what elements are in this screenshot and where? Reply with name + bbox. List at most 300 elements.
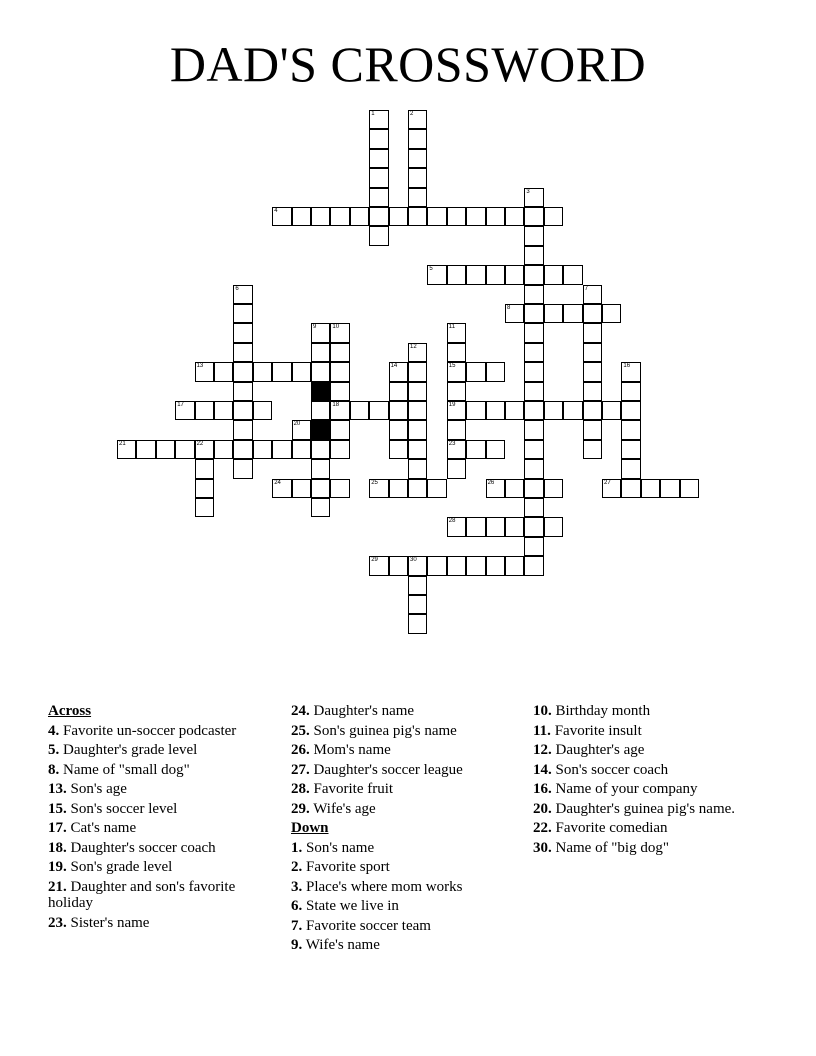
clue-text: Birthday month <box>555 703 651 719</box>
clue-item <box>533 723 763 740</box>
grid-cell[interactable] <box>175 401 194 420</box>
cell-number: 5 <box>429 266 433 273</box>
grid-cell[interactable] <box>583 401 602 420</box>
clue-text: Daughter's guinea pig's name. <box>555 800 736 817</box>
grid-cell[interactable] <box>524 498 543 517</box>
grid-cell[interactable] <box>544 207 563 226</box>
grid-cell[interactable] <box>621 382 640 401</box>
grid-cell[interactable] <box>505 517 524 536</box>
clue-item <box>48 859 273 876</box>
grid-cell[interactable] <box>408 440 427 459</box>
black-square <box>311 382 330 401</box>
grid-cell[interactable] <box>408 420 427 439</box>
grid-cell[interactable] <box>447 517 466 536</box>
grid-cell[interactable] <box>544 401 563 420</box>
grid-cell[interactable] <box>408 129 427 148</box>
clue-item <box>291 918 516 935</box>
grid-cell[interactable] <box>583 304 602 323</box>
grid-cell[interactable] <box>350 207 369 226</box>
clue-item <box>291 781 516 798</box>
clue-number: 7. <box>291 917 303 934</box>
grid-cell[interactable] <box>524 556 543 575</box>
clue-number: 4. <box>48 722 60 739</box>
clue-text: Daughter's grade level <box>63 742 198 758</box>
grid-cell[interactable] <box>621 362 640 381</box>
grid-cell[interactable] <box>524 343 543 362</box>
clue-number: 29. <box>291 800 310 817</box>
grid-cell[interactable] <box>369 207 388 226</box>
grid-cell[interactable] <box>427 556 446 575</box>
grid-cell[interactable] <box>583 362 602 381</box>
grid-cell[interactable] <box>369 149 388 168</box>
grid-cell[interactable] <box>330 440 349 459</box>
cell-number: 12 <box>410 343 417 350</box>
clue-item <box>533 840 763 857</box>
grid-cell[interactable] <box>466 362 485 381</box>
grid-cell[interactable] <box>524 420 543 439</box>
grid-cell[interactable] <box>369 168 388 187</box>
grid-cell[interactable] <box>253 440 272 459</box>
grid-cell[interactable] <box>621 420 640 439</box>
grid-cell[interactable] <box>524 246 543 265</box>
clue-text: Name of "big dog" <box>555 839 669 856</box>
grid-cell[interactable] <box>272 207 291 226</box>
clue-number: 12. <box>533 742 552 758</box>
grid-cell[interactable] <box>156 440 175 459</box>
grid-cell[interactable] <box>330 362 349 381</box>
grid-cell[interactable] <box>466 265 485 284</box>
clue-item <box>291 703 516 720</box>
clue-item <box>48 781 273 798</box>
clue-item <box>48 915 273 932</box>
grid-cell[interactable] <box>214 362 233 381</box>
grid-cell[interactable] <box>408 188 427 207</box>
cell-number: 11 <box>448 324 456 331</box>
clue-number: 22. <box>533 820 552 836</box>
cell-number: 21 <box>119 440 126 447</box>
grid-cell[interactable] <box>544 304 563 323</box>
grid-cell[interactable] <box>447 343 466 362</box>
clue-text: Name of "small dog" <box>63 761 190 778</box>
clue-text: Sister's name <box>70 914 150 931</box>
clue-number: 6. <box>291 898 303 914</box>
clue-number: 17. <box>48 820 67 836</box>
clue-item <box>291 762 516 779</box>
clue-text: Daughter's soccer league <box>313 761 463 778</box>
clue-text: Wife's name <box>305 937 380 953</box>
grid-cell[interactable] <box>195 362 214 381</box>
grid-cell[interactable] <box>272 362 291 381</box>
grid-cell[interactable] <box>447 265 466 284</box>
grid-cell[interactable] <box>408 207 427 226</box>
clue-column-3 <box>533 703 763 859</box>
clue-number: 25. <box>291 722 310 739</box>
grid-cell[interactable] <box>195 459 214 478</box>
grid-cell[interactable] <box>233 420 252 439</box>
grid-cell[interactable] <box>408 479 427 498</box>
grid-cell[interactable] <box>486 556 505 575</box>
grid-cell[interactable] <box>408 168 427 187</box>
grid-cell[interactable] <box>330 479 349 498</box>
clue-text: Son's age <box>70 781 127 797</box>
grid-cell[interactable] <box>350 401 369 420</box>
grid-cell[interactable] <box>524 226 543 245</box>
grid-cell[interactable] <box>544 265 563 284</box>
clue-text: Favorite un-soccer podcaster <box>63 722 237 739</box>
grid-cell[interactable] <box>524 323 543 342</box>
clue-text: Son's grade level <box>70 859 173 875</box>
grid-cell[interactable] <box>330 207 349 226</box>
grid-cell[interactable] <box>505 207 524 226</box>
grid-cell[interactable] <box>408 595 427 614</box>
grid-cell[interactable] <box>311 479 330 498</box>
grid-cell[interactable] <box>524 401 543 420</box>
grid-cell[interactable] <box>253 401 272 420</box>
clue-item <box>291 898 516 915</box>
grid-cell[interactable] <box>544 479 563 498</box>
grid-cell[interactable] <box>602 401 621 420</box>
clue-number: 11. <box>533 722 551 739</box>
clue-text: Son's soccer coach <box>555 761 669 778</box>
grid-cell[interactable] <box>486 362 505 381</box>
grid-cell[interactable] <box>524 265 543 284</box>
grid-cell[interactable] <box>447 362 466 381</box>
grid-cell[interactable] <box>233 440 252 459</box>
grid-cell[interactable] <box>311 459 330 478</box>
grid-cell[interactable] <box>563 401 582 420</box>
grid-cell[interactable] <box>466 207 485 226</box>
grid-cell[interactable] <box>408 343 427 362</box>
grid-cell[interactable] <box>505 304 524 323</box>
cell-number: 22 <box>196 440 204 447</box>
grid-cell[interactable] <box>524 459 543 478</box>
cell-number: 20 <box>293 421 301 428</box>
grid-cell[interactable] <box>292 420 311 439</box>
grid-cell[interactable] <box>330 382 349 401</box>
grid-cell[interactable] <box>583 440 602 459</box>
grid-cell[interactable] <box>524 382 543 401</box>
grid-cell[interactable] <box>389 401 408 420</box>
grid-cell[interactable] <box>524 479 543 498</box>
clue-item <box>533 703 763 720</box>
grid-cell[interactable] <box>389 207 408 226</box>
grid-cell[interactable] <box>466 556 485 575</box>
clue-item <box>533 801 763 818</box>
grid-cell[interactable] <box>486 517 505 536</box>
clue-item <box>48 742 273 759</box>
grid-cell[interactable] <box>524 362 543 381</box>
grid-cell[interactable] <box>408 556 427 575</box>
grid-cell[interactable] <box>486 265 505 284</box>
grid-cell[interactable] <box>602 479 621 498</box>
clue-text: Favorite fruit <box>313 781 394 797</box>
clue-item <box>48 820 273 837</box>
cell-number: 30 <box>410 557 417 564</box>
clue-item <box>291 859 516 876</box>
clue-item <box>48 723 273 740</box>
grid-cell[interactable] <box>680 479 699 498</box>
clue-text: Son's guinea pig's name <box>313 722 457 739</box>
grid-cell[interactable] <box>369 479 388 498</box>
clue-number: 3. <box>291 878 303 895</box>
clue-number: 15. <box>48 800 67 817</box>
grid-cell[interactable] <box>486 479 505 498</box>
grid-cell[interactable] <box>544 517 563 536</box>
clue-text: Favorite insult <box>554 722 642 739</box>
cell-number: 8 <box>507 305 511 311</box>
cell-number: 28 <box>448 518 456 525</box>
clue-number: 14. <box>533 761 552 778</box>
clue-number: 8. <box>48 761 60 778</box>
clue-number: 27. <box>291 761 310 778</box>
cell-number: 4 <box>274 208 278 214</box>
grid-cell[interactable] <box>583 285 602 304</box>
grid-cell[interactable] <box>583 323 602 342</box>
grid-cell[interactable] <box>311 323 330 342</box>
grid-cell[interactable] <box>369 110 388 129</box>
cell-number: 26 <box>487 479 495 486</box>
grid-cell[interactable] <box>369 401 388 420</box>
clue-item <box>48 879 273 912</box>
grid-cell[interactable] <box>195 440 214 459</box>
grid-cell[interactable] <box>505 401 524 420</box>
grid-cell[interactable] <box>486 440 505 459</box>
across-heading: Across <box>48 703 92 719</box>
clue-item <box>48 762 273 779</box>
cell-number: 2 <box>410 111 414 117</box>
cell-number: 17 <box>177 402 184 408</box>
grid-cell[interactable] <box>330 420 349 439</box>
grid-cell[interactable] <box>272 479 291 498</box>
clue-item <box>533 820 763 837</box>
grid-cell[interactable] <box>330 343 349 362</box>
grid-cell[interactable] <box>311 401 330 420</box>
grid-cell[interactable] <box>524 517 543 536</box>
clue-number: 20. <box>533 800 552 817</box>
clue-number: 1. <box>291 839 303 856</box>
clue-text: Name of your company <box>555 781 698 797</box>
grid-cell[interactable] <box>447 382 466 401</box>
grid-cell[interactable] <box>408 149 427 168</box>
clue-item <box>291 840 516 857</box>
grid-cell[interactable] <box>369 188 388 207</box>
grid-cell[interactable] <box>660 479 679 498</box>
cell-number: 27 <box>604 479 611 486</box>
clue-number: 18. <box>48 839 67 856</box>
grid-cell[interactable] <box>272 440 291 459</box>
down-heading: Down <box>291 820 329 836</box>
clue-text: Favorite comedian <box>555 820 668 836</box>
grid-cell[interactable] <box>641 479 660 498</box>
grid-cell[interactable] <box>427 207 446 226</box>
grid-cell[interactable] <box>330 323 349 342</box>
grid-cell[interactable] <box>466 401 485 420</box>
grid-cell[interactable] <box>621 440 640 459</box>
clue-item <box>48 840 273 857</box>
clue-item <box>533 781 763 798</box>
grid-cell[interactable] <box>136 440 155 459</box>
clue-item <box>291 937 516 954</box>
cell-number: 9 <box>313 324 317 331</box>
grid-cell[interactable] <box>369 129 388 148</box>
grid-cell[interactable] <box>524 207 543 226</box>
grid-cell[interactable] <box>447 420 466 439</box>
grid-cell[interactable] <box>408 401 427 420</box>
clue-text: Favorite soccer team <box>306 917 431 934</box>
grid-cell[interactable] <box>408 382 427 401</box>
grid-cell[interactable] <box>292 362 311 381</box>
grid-cell[interactable] <box>466 517 485 536</box>
clue-number: 19. <box>48 859 67 875</box>
grid-cell[interactable] <box>389 382 408 401</box>
grid-cell[interactable] <box>524 304 543 323</box>
grid-cell[interactable] <box>524 285 543 304</box>
grid-cell[interactable] <box>292 479 311 498</box>
grid-cell[interactable] <box>369 556 388 575</box>
cell-number: 24 <box>274 479 281 486</box>
clue-number: 5. <box>48 742 60 758</box>
clue-column-1 <box>48 703 273 934</box>
clue-text: Son's soccer level <box>70 800 178 817</box>
grid-cell[interactable] <box>369 226 388 245</box>
grid-cell[interactable] <box>389 556 408 575</box>
grid-cell[interactable] <box>311 498 330 517</box>
cell-number: 18 <box>332 402 340 408</box>
grid-cell[interactable] <box>524 188 543 207</box>
grid-cell[interactable] <box>214 440 233 459</box>
grid-cell[interactable] <box>330 401 349 420</box>
cell-number: 13 <box>196 363 204 370</box>
grid-cell[interactable] <box>486 207 505 226</box>
grid-cell[interactable] <box>408 110 427 129</box>
clue-text: Place's where mom works <box>306 878 463 895</box>
grid-cell[interactable] <box>175 440 194 459</box>
grid-cell[interactable] <box>602 304 621 323</box>
grid-cell[interactable] <box>427 265 446 284</box>
grid-cell[interactable] <box>408 614 427 633</box>
clue-number: 10. <box>533 703 552 719</box>
grid-cell[interactable] <box>563 265 582 284</box>
clue-text: Son's name <box>306 839 375 856</box>
clue-text: State we live in <box>306 898 399 914</box>
clue-number: 30. <box>533 839 552 856</box>
grid-cell[interactable] <box>505 265 524 284</box>
grid-cell[interactable] <box>583 382 602 401</box>
grid-cell[interactable] <box>447 207 466 226</box>
grid-cell[interactable] <box>447 440 466 459</box>
grid-cell[interactable] <box>311 343 330 362</box>
cell-number: 10 <box>332 324 340 331</box>
clue-item <box>533 762 763 779</box>
cell-number: 6 <box>235 285 239 292</box>
grid-cell[interactable] <box>486 401 505 420</box>
cell-number: 25 <box>371 479 378 486</box>
puzzle-title: DAD'S CROSSWORD <box>169 36 647 92</box>
clue-number: 2. <box>291 859 303 875</box>
grid-cell[interactable] <box>408 362 427 381</box>
clue-number: 28. <box>291 781 310 797</box>
clue-item <box>48 801 273 818</box>
cell-number: 15 <box>448 363 456 370</box>
clue-number: 9. <box>291 937 303 953</box>
grid-cell[interactable] <box>389 440 408 459</box>
grid-cell[interactable] <box>505 556 524 575</box>
grid-cell[interactable] <box>583 420 602 439</box>
grid-cell[interactable] <box>292 207 311 226</box>
clue-number: 13. <box>48 781 67 797</box>
grid-cell[interactable] <box>233 362 252 381</box>
clue-text: Favorite sport <box>306 859 390 875</box>
grid-cell[interactable] <box>621 401 640 420</box>
clue-column-2 <box>291 703 516 957</box>
grid-cell[interactable] <box>233 285 252 304</box>
grid-cell[interactable] <box>447 459 466 478</box>
grid-cell[interactable] <box>621 479 640 498</box>
grid-cell[interactable] <box>311 207 330 226</box>
grid-cell[interactable] <box>195 479 214 498</box>
black-square <box>311 420 330 439</box>
clue-text: Daughter's name <box>313 703 415 719</box>
clue-item <box>291 801 516 818</box>
grid-cell[interactable] <box>292 440 311 459</box>
clue-item <box>533 742 763 759</box>
clue-item <box>291 879 516 896</box>
grid-cell[interactable] <box>214 401 233 420</box>
cell-number: 14 <box>390 363 398 370</box>
clue-number: 23. <box>48 914 67 931</box>
grid-cell[interactable] <box>524 537 543 556</box>
cell-number: 3 <box>526 188 530 195</box>
grid-cell[interactable] <box>447 401 466 420</box>
grid-cell[interactable] <box>524 440 543 459</box>
grid-cell[interactable] <box>311 440 330 459</box>
grid-cell[interactable] <box>427 479 446 498</box>
grid-cell[interactable] <box>117 440 136 459</box>
grid-cell[interactable] <box>233 323 252 342</box>
grid-cell[interactable] <box>389 420 408 439</box>
grid-cell[interactable] <box>621 459 640 478</box>
cell-number: 19 <box>448 402 456 408</box>
clue-text: Wife's age <box>313 800 376 817</box>
grid-cell[interactable] <box>408 576 427 595</box>
grid-cell[interactable] <box>195 498 214 517</box>
grid-cell[interactable] <box>233 382 252 401</box>
grid-cell[interactable] <box>195 401 214 420</box>
clue-number: 16. <box>533 781 552 797</box>
clue-text: Daughter's soccer coach <box>70 839 216 856</box>
grid-cell[interactable] <box>389 479 408 498</box>
clue-number: 21. <box>48 878 67 895</box>
grid-cell[interactable] <box>389 362 408 381</box>
grid-cell[interactable] <box>233 401 252 420</box>
grid-cell[interactable] <box>408 459 427 478</box>
grid-cell[interactable] <box>505 479 524 498</box>
clue-number: 26. <box>291 742 310 758</box>
grid-cell[interactable] <box>253 362 272 381</box>
grid-cell[interactable] <box>233 459 252 478</box>
grid-cell[interactable] <box>447 323 466 342</box>
cell-number: 16 <box>623 363 631 370</box>
grid-cell[interactable] <box>447 556 466 575</box>
cell-number: 23 <box>448 440 456 447</box>
clue-number: 24. <box>291 703 310 719</box>
grid-cell[interactable] <box>466 440 485 459</box>
grid-cell[interactable] <box>233 304 252 323</box>
grid-cell[interactable] <box>233 343 252 362</box>
grid-cell[interactable] <box>311 362 330 381</box>
grid-cell[interactable] <box>583 343 602 362</box>
grid-cell[interactable] <box>563 304 582 323</box>
